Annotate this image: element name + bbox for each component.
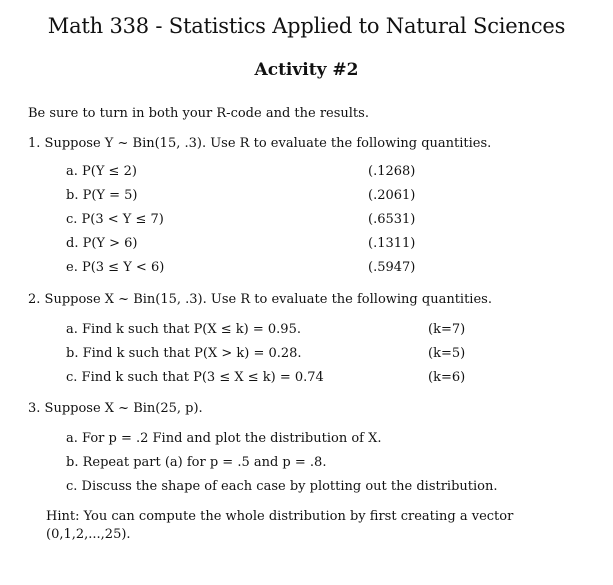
q1-item-a: a. P(Y ≤ 2) [66,164,137,179]
page-title: Math 338 - Statistics Applied to Natural Sciences [47,14,566,38]
q1-answer-a: (.1268) [368,164,416,179]
q2-answer-c: (k=6) [428,370,466,385]
q1-item-b: b. P(Y = 5) [66,188,138,203]
q1-item-e: e. P(3 ≤ Y < 6) [66,260,165,275]
q1-answer-c: (.6531) [368,212,416,227]
hint-line-1: Hint: You can compute the whole distribution by first creating a vector [46,509,514,524]
q1-answer-b: (.2061) [368,188,416,203]
intro-instruction: Be sure to turn in both your R-code and the results. [28,106,369,121]
hint-line-2: (0,1,2,...,25). [46,527,131,542]
q1-item-c: c. P(3 < Y ≤ 7) [66,212,164,227]
activity-subtitle: Activity #2 [254,60,359,80]
question-2-stem: 2. Suppose X ~ Bin(15, .3). Use R to evaluate the following quantities. [28,292,492,307]
q2-answer-a: (k=7) [428,322,466,337]
q1-answer-d: (.1311) [368,236,416,251]
q3-item-a: a. For p = .2 Find and plot the distribution of X. [66,431,382,446]
q3-item-b: b. Repeat part (a) for p = .5 and p = .8. [66,455,327,470]
q2-item-c: c. Find k such that P(3 ≤ X ≤ k) = 0.74 [66,370,324,385]
question-3-stem: 3. Suppose X ~ Bin(25, p). [28,401,203,416]
question-1-stem: 1. Suppose Y ~ Bin(15, .3). Use R to evaluate the following quantities. [28,136,492,151]
q3-item-c: c. Discuss the shape of each case by plotting out the distribution. [66,479,498,494]
q1-answer-e: (.5947) [368,260,416,275]
q2-item-a: a. Find k such that P(X ≤ k) = 0.95. [66,322,301,337]
q2-item-b: b. Find k such that P(X > k) = 0.28. [66,346,302,361]
q2-answer-b: (k=5) [428,346,466,361]
q1-item-d: d. P(Y > 6) [66,236,138,251]
